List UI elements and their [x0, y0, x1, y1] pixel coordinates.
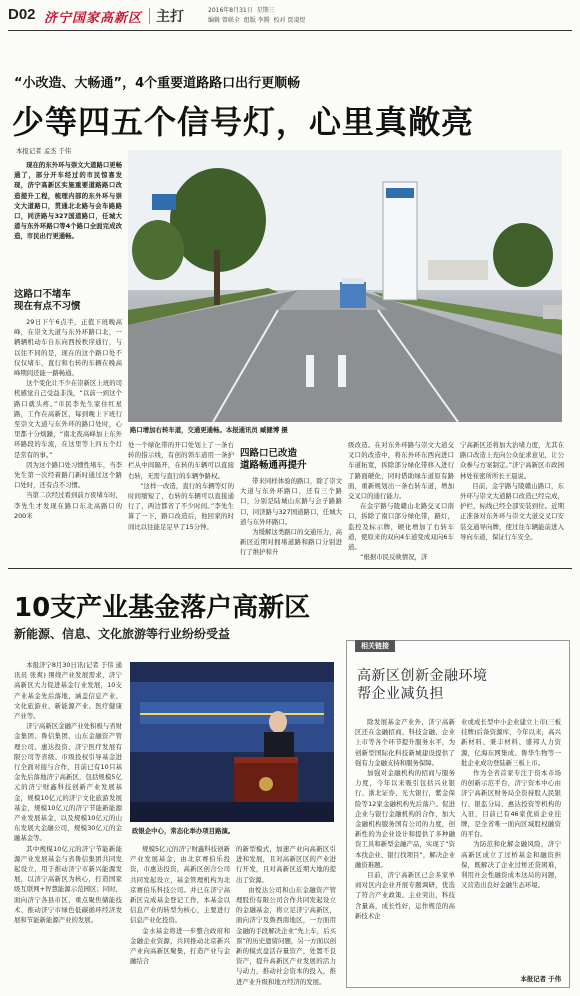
paragraph: 目前，济宁高新区已会多家单商对区内企业开展专题调研，优选了符合产业政策、主业突出，科技含量高，成长性好，运作规范的高新技术企: [355, 871, 455, 920]
article2-subhead: 新能源、信息、文化旅游等行业纷纷受益: [14, 627, 231, 641]
sidebar-tag-text: 相关链接: [361, 642, 389, 650]
paragraph: 宁高新区还将加大治堵力度，尤其在路口改造上充向公众征求意见，让公众参与方案制定。”济宁高新区市政园林处崔密所所长王晨说。: [460, 441, 564, 480]
article1-col1: [14, 287, 122, 521]
proof-credit: 校对 贾凌煜: [273, 17, 306, 24]
paragraph: 业或成长型中小企业建立上市(三板挂牌)后备资源库，今年以来，高兴新材料、秉丰材料、盛邦人力资源，亿海东网集成、鲁华生物等一批企业成功登陆新三板上市。: [461, 718, 561, 767]
article2-col2: [130, 844, 230, 966]
paragraph: 金水基金将进一步整合政府和金融企业资源，共同推动北京新兴产业向高新区聚集，打造产业与金融结合: [130, 926, 230, 966]
paragraph: 因为这个路口处习惯性堵车，当李先生第一次经着路门新时通过这个路口处时，还有点不习惯。: [14, 460, 123, 490]
masthead-rule: [8, 30, 572, 31]
roadshow-stage-illustration: [130, 662, 334, 822]
article1-col4: [348, 440, 454, 562]
photo2-caption: 政银企中心，常态化举办项目路演。: [132, 827, 235, 835]
article1-kicker: “小改造、大畅通”，4个重要道路路口出行更顺畅: [14, 76, 301, 91]
article1-byline: 本报记者 孟杰 于伟: [16, 147, 72, 155]
sidebar-tag: [355, 640, 395, 652]
paragraph: 当第二次经过看到前方夜堵车时，李先生才发现在路口东北高路口的200米: [14, 491, 123, 520]
road-scene-illustration: [128, 150, 562, 422]
article2-col3: [236, 844, 336, 987]
paragraph: 由悦达公司和山东金融资产管理股份有限公司合作共同发起设立的金融基金，将立足济宁高新区，面向济宁及鲁西南地区，一方面用金融的手段解决企业“先上车，后买票”的历史遗留问题，另一方面以创新的模式盘活存量资产，处置不良资产，提升高新区产业发展的活力与动力，推动社会资本的投入，推进产业升级和地方经济的发展。: [236, 885, 336, 986]
paragraph: “这样一改造，直行的车辆等灯的时间缩短了，右转的车辆可以直接通行了，两边都省了不少时间。”李先生算了一下，路口改造后，他回家的时间比以往能足足早了15分钟。: [128, 481, 234, 531]
paragraph: 除发展基金产业外，济宁高新区还在金融招商、科技金融、企业上市等各个环节提升服务水平，为创新型国际化科技新城建设提供了强有力金融支持和服务保障。: [355, 718, 455, 767]
article1-lead: [14, 160, 122, 264]
article1-col5: [460, 440, 564, 542]
sidebar-headline: 高新区创新金融环境 帮企业减负担: [357, 668, 488, 702]
paragraph: 为缓解这类路口的交通压力，高新区近期对拥堵道路和路口分别进行了维护和升: [240, 528, 342, 557]
issue-date: [208, 5, 275, 14]
paragraph: 级改造。在对东外环路与崇文大道交叉口的改造中，将东外环东西向进口车道拓宽，拆除部分绿化带移入进行了路面硬化，同时借助绿车道原有路面，重新规划出一条右转车道，增加交叉口的通行能力。: [348, 441, 454, 501]
article2-col1: [14, 660, 122, 925]
section-name: 主打: [156, 9, 184, 25]
col3-body: [240, 476, 342, 558]
sidebar-byline: 本报记者 于伟: [520, 975, 561, 983]
paragraph: 这个变化让不少在崇新区上班的司机感觉自己受益非浅，“以前一到这个路口就头疼。”市民李先生家住红星路，工作在高新区，每到晚上下班行至崇文大道与东外环的路口处时，心里都十分烦躁，“南北夜高峰加上东外环路段的车流，在这里等上四五个灯是常有的事。”: [14, 379, 123, 459]
article2-headline: 10支产业基金落户高新区: [14, 593, 311, 623]
article1-col3: [240, 440, 342, 558]
page-number: D02: [8, 6, 36, 23]
paragraph: 带来同样体验的路口，除了崇文大道与东外环路口，还有三个路口，分别是陆城山东路与会子路路口，同济路与327国道路口，任城大道与东外环路口。: [240, 477, 342, 526]
editor-credit: 编辑 曾联全: [208, 17, 240, 24]
paragraph: 为防范和化解金融风险，济宁高新区成立了过桥基金和融资担保，既解决了企业过桥还贷困难，利用社会性融资成本这局的问题，又营造出良好金融生态环境。: [461, 840, 561, 890]
roadshow-photo: [130, 662, 334, 822]
photo1-caption: 路口增加右转车道，交通更通畅。本报通讯员 臧健博 摄: [130, 426, 288, 434]
sidebar-col1: [355, 717, 455, 921]
article1-headline: 少等四五个信号灯，心里真敞亮: [12, 103, 475, 141]
paragraph: 作为全省首家专注于资本市场的创新示范平台，济宁资本中心由济宁高新区财务局全资持股人民银行、银监分局、惠达投资等机构的入驻，目前已有46家优质企业挂牌，是全省唯一面向区域股权融资的平台。: [461, 769, 561, 839]
paragraph: 加强对金融机构的招商与服务力度，今年以来吸引包括兴业银行、浙北证券、光大银行，紫金保险等12家金融机构先后落户。促进企业与银行金融机构的合作，加大金融机构服务国有公司的力度，创新性的为企业设计和提供了多种融资工具和新型金融产品，实现了“资本找企业、银行找项目”，解决企业融资难题。: [355, 769, 455, 869]
paragraph: 其中规模10亿元的济宁节能新能源产业发展基金与省鲁信集团共同发起设立，用于推动济宁市新兴能源发展，以济宁高新区为核心，打造国家级互联网+智慧能源示范园区；同时，面向济宁各县市区，重点聚焦储能技术、推动济宁市绿色低碳循环经济发展和节能新能源产业的发展。: [14, 844, 122, 925]
subhead-1: 这路口不堵车 现在有点不习惯: [14, 289, 81, 312]
article1-col2: [128, 440, 234, 532]
paragraph: 本报济宁8月30日讯(记者 于伟 通讯员 张爽) 围绕产业发展需求，济宁高新区大力促进基金行业发展，10支产业基金先后落地，涵盖信息产业、文化旅游业、新能源产业、医疗健康产业等。: [14, 661, 122, 721]
paragraph: 29日下午6点半，正值下班晚高峰，在崇文大道与东外环路口北，一辆辆机动车自东向西按秩序通行，与以往不同的是，现在的这个路口处不仅仅堵车，直行和右转的车辆在晚高峰期间还能一路畅通。: [14, 318, 122, 378]
layout-credit: 组版 李腾: [243, 17, 270, 24]
lead-text: 现在的东外环与崇文大道路口更畅通了，部分开车经过的市民惊喜发现，济宁高新区实施重要道路路口改造提升工程，梳理内部的东外环与崇文大道路口，贯通北北路与会车路路口，同济路与327国道路口，任城大道与东外环路口等4个路口全面完成改造，市民出行更通畅。: [14, 161, 123, 241]
paragraph: 目前，金宇路与陵赣山路口，东外环与崇文大道路口改造已经完成，护栏、标线已经全部安装到位。近期正准备对东外环与崇文大道交叉口安装交通导向牌，使过往车辆能前进入导向车道，保证行车安全。: [460, 481, 564, 541]
subhead-2: 四路口已改造 道路畅通再提升: [240, 448, 307, 471]
paragraph: 济宁高新区金融产业处积极与省财金集团、鲁信集团、山东金融资产管理公司、惠达投资、济宁医疗发展有限公司等省级、市级投权引导基金进行全面对接与合作，目前已有10只基金先后落地济宁高新区，包括规模5亿元的济宁财鑫科技创新产业发展基金，规模10亿元的济宁文化旅游发展基金，规模10亿元的济宁节能新能源产业发展基金，以及规模10亿元的山东发展大金融公司，规模30亿元的金融基金等。: [14, 722, 123, 843]
date-text: 2016年8月31日: [208, 7, 253, 14]
road-photo: [128, 150, 562, 422]
section-divider: [149, 8, 150, 24]
sidebar-col2: [461, 717, 561, 890]
paragraph: 规模5亿元的济宁财鑫科技创新产业发展基金，由北京赛伯乐投资，市惠达投资，高新区创合公司共同发起设立，基金管理机构为北京赛伯乐科技公司。并已在济宁高新区完成基金登记工作，本基金以信息产业的转型为核心，主要进行信息产业化投资。: [130, 845, 230, 925]
paragraph: “根据市民反映情况，济: [360, 553, 428, 562]
masthead: [8, 4, 572, 28]
paragraph: 在金宇路与陵赣山北路交叉口南口，拆除了南口部分绿化带，路灯，监控及标示牌，硬化增加了右转车道，使原来的双向4车道变成双向6车道。: [348, 502, 454, 552]
weekday-text: 星期三: [256, 7, 275, 14]
staff-credits: [208, 15, 305, 24]
paper-name: 济宁国家高新区: [44, 11, 143, 26]
article-divider: [8, 568, 572, 569]
paragraph: 的新型模式，加速产业向高新区引进和发展，且对高新区区的产业进行开发，且对高新区近期大地的提出了资源。: [236, 845, 336, 884]
paragraph: 处一个绿化带的开口处划上了一条右转的指示线，有创的领车道用一条护栏从中间隔开，在转的车辆可以直接右转，无需与直行的车辆争路权。: [128, 441, 234, 480]
col1-body: [14, 317, 122, 521]
sidebar-box: [346, 640, 570, 988]
